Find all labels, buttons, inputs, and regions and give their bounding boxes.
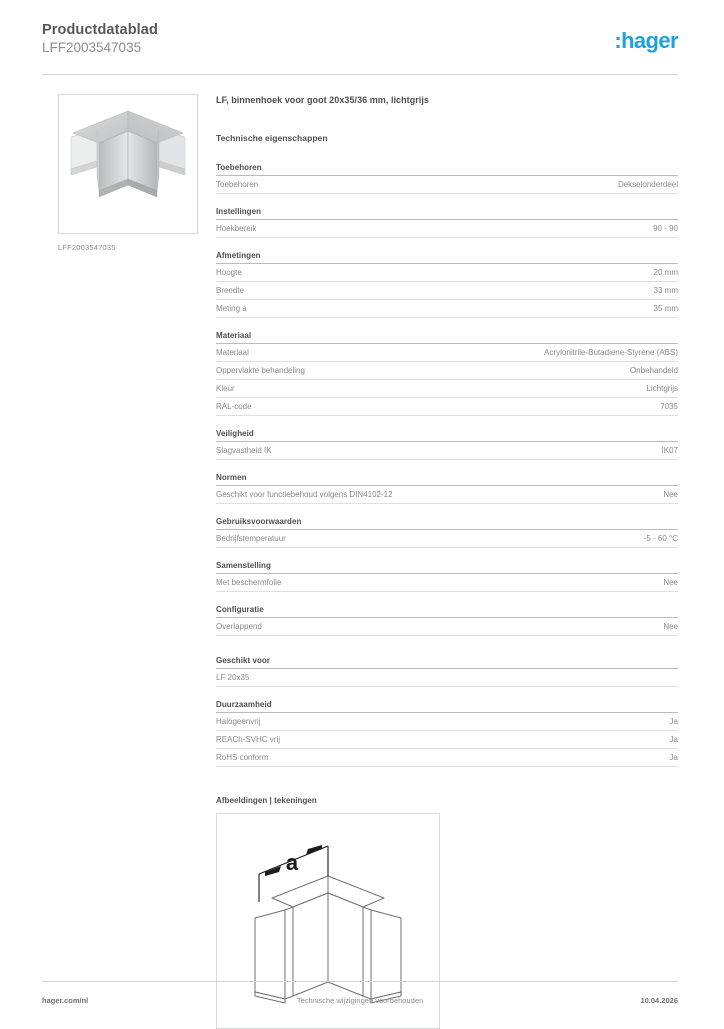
spec-group-title: Toebehoren bbox=[216, 163, 678, 176]
spec-row-label: RAL-code bbox=[216, 401, 252, 411]
spec-row-value: Onbehandeld bbox=[629, 365, 678, 375]
technical-properties-heading: Technische eigenschappen bbox=[216, 133, 328, 143]
spec-group bbox=[216, 605, 678, 636]
footer-date: 10.04.2026 bbox=[640, 996, 678, 1005]
spec-group bbox=[216, 429, 678, 460]
dimension-label-a: a bbox=[285, 850, 299, 875]
spec-row-label: Bedrijfstemperatuur bbox=[216, 533, 286, 543]
spec-group bbox=[216, 207, 678, 238]
spec-row-value: 33 mm bbox=[653, 285, 678, 295]
spec-row-label: Slagvastheid IK bbox=[216, 445, 272, 455]
spec-row-label: LF 20x35 bbox=[216, 672, 250, 682]
spec-group-title: Instellingen bbox=[216, 207, 678, 220]
spec-group-title: Normen bbox=[216, 473, 678, 486]
spec-row-label: Geschikt voor functiebehoud volgens DIN4102-12 bbox=[216, 489, 393, 499]
spec-row bbox=[216, 344, 678, 362]
spec-row-label: REACh-SVHC vrij bbox=[216, 734, 281, 744]
spec-row bbox=[216, 362, 678, 380]
product-name: LF, binnenhoek voor goot 20x35/36 mm, lichtgrijs bbox=[216, 95, 429, 105]
spec-row-label: Overlappend bbox=[216, 621, 262, 631]
spec-row-label: Oppervlakte behandeling bbox=[216, 365, 305, 375]
spec-row bbox=[216, 442, 678, 460]
product-photo-caption: LFF2003547035 bbox=[58, 243, 116, 252]
header-divider bbox=[42, 74, 678, 75]
spec-row-value: Nee bbox=[663, 577, 678, 587]
spec-group-title: Veiligheid bbox=[216, 429, 678, 442]
spec-row bbox=[216, 530, 678, 548]
spec-row-value: Dekselonderdeel bbox=[617, 179, 678, 189]
spec-group-title: Afmetingen bbox=[216, 251, 678, 264]
spec-row-label: Halogeenvrij bbox=[216, 716, 261, 726]
spec-row bbox=[216, 220, 678, 238]
spec-row-value: 90 - 90 bbox=[653, 223, 678, 233]
page-title: Productdatablad bbox=[42, 22, 158, 38]
spec-group bbox=[216, 561, 678, 592]
spec-group bbox=[216, 251, 678, 318]
spec-row-label: Toebehoren bbox=[216, 179, 259, 189]
spec-row-value: 7035 bbox=[660, 401, 678, 411]
spec-group-title: Configuratie bbox=[216, 605, 678, 618]
spec-row bbox=[216, 749, 678, 767]
spec-content bbox=[216, 94, 678, 1029]
spec-group bbox=[216, 656, 678, 687]
spec-row bbox=[216, 264, 678, 282]
footer-website[interactable]: hager.com/nl bbox=[42, 996, 89, 1005]
spec-row-label: Materiaal bbox=[216, 347, 249, 357]
spec-row-value: Acrylonitrile-Butadiene-Styrene (ABS) bbox=[544, 347, 678, 357]
footer-divider bbox=[42, 981, 678, 982]
spec-row bbox=[216, 282, 678, 300]
spec-row bbox=[216, 300, 678, 318]
spec-group-title: Duurzaamheid bbox=[216, 700, 678, 713]
spec-group-title: Gebruiksvoorwaarden bbox=[216, 517, 678, 530]
product-reference: LFF2003547035 bbox=[42, 40, 142, 55]
drawings-heading: Afbeeldingen | tekeningen bbox=[216, 796, 317, 805]
spec-row bbox=[216, 574, 678, 592]
spec-group-title: Materiaal bbox=[216, 331, 678, 344]
product-photo bbox=[58, 94, 198, 234]
spec-row-label: Kleur bbox=[216, 383, 235, 393]
hager-logo: :hager bbox=[614, 28, 678, 53]
spec-groups bbox=[216, 163, 678, 767]
spec-row bbox=[216, 618, 678, 636]
spec-row-label: Hoogte bbox=[216, 267, 242, 277]
spec-row-value: Ja bbox=[669, 716, 678, 726]
spec-row bbox=[216, 731, 678, 749]
spec-group bbox=[216, 331, 678, 416]
spec-row-label: Hoekbereik bbox=[216, 223, 257, 233]
spec-row bbox=[216, 398, 678, 416]
spec-row bbox=[216, 669, 678, 687]
footer-disclaimer: Technische wijzigingen voorbehouden bbox=[296, 996, 424, 1005]
spec-row-value: -5 - 60 °C bbox=[643, 533, 678, 543]
spec-row bbox=[216, 486, 678, 504]
spec-row-value: 35 mm bbox=[653, 303, 678, 313]
spec-row-value: Lichtgrijs bbox=[646, 383, 678, 393]
spec-group-title: Samenstelling bbox=[216, 561, 678, 574]
spec-row-value: Nee bbox=[663, 621, 678, 631]
spec-row-value: Ja bbox=[669, 734, 678, 744]
spec-group bbox=[216, 700, 678, 767]
page-footer bbox=[42, 996, 678, 1008]
spec-group-title: Geschikt voor bbox=[216, 656, 678, 669]
spec-row-label: Breedte bbox=[216, 285, 245, 295]
spec-group bbox=[216, 473, 678, 504]
spec-row bbox=[216, 176, 678, 194]
spec-row bbox=[216, 380, 678, 398]
spec-row-value: Nee bbox=[663, 489, 678, 499]
spec-row-value: Ja bbox=[669, 752, 678, 762]
spec-group bbox=[216, 517, 678, 548]
spec-row-value: 20 mm bbox=[653, 267, 678, 277]
spec-group bbox=[216, 163, 678, 194]
spec-row-label: RoHS conform bbox=[216, 752, 269, 762]
spec-row-label: Met beschermfolie bbox=[216, 577, 282, 587]
spec-row-label: Meting a bbox=[216, 303, 247, 313]
spec-row bbox=[216, 713, 678, 731]
page-header bbox=[42, 22, 678, 74]
spec-row-value: IK07 bbox=[661, 445, 678, 455]
